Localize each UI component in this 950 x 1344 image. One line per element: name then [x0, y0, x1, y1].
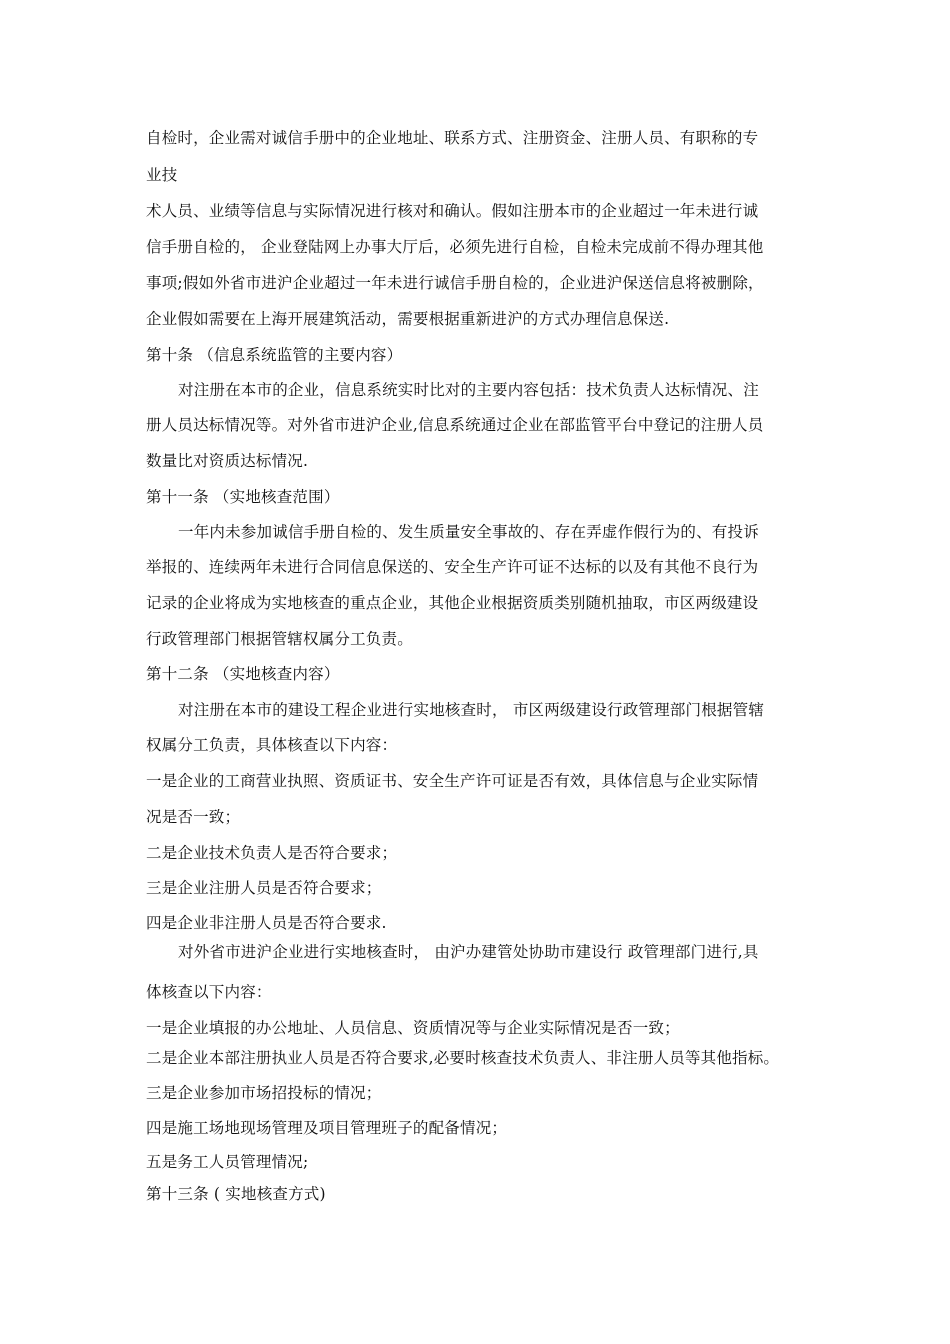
list-item: 三是企业注册人员是否符合要求；: [146, 879, 382, 897]
section-heading: 第十三条 ( 实地核查方式): [146, 1185, 326, 1203]
section-heading: 第十二条 （实地核查内容）: [146, 665, 340, 683]
list-item: 三是企业参加市场招投标的情况；: [146, 1084, 382, 1102]
paragraph-line: 自检时，企业需对诚信手册中的企业地址、联系方式、注册资金、注册人员、有职称的专: [146, 129, 759, 147]
paragraph-line: 企业假如需要在上海开展建筑活动，需要根据重新进沪的方式办理信息保送.: [146, 310, 670, 328]
paragraph-line: 体核查以下内容：: [146, 983, 272, 1001]
paragraph-line: 册人员达标情况等。对外省市进沪企业,信息系统通过企业在部监管平台中登记的注册人员: [146, 416, 764, 434]
list-item: 四是企业非注册人员是否符合要求.: [146, 914, 387, 932]
list-item: 四是施工场地现场管理及项目管理班子的配备情况；: [146, 1119, 508, 1137]
list-item-continuation: 况是否一致；: [146, 808, 241, 826]
paragraph-line: 行政管理部门根据管辖权属分工负责。: [146, 630, 413, 648]
paragraph-line: 权属分工负责，具体核查以下内容：: [146, 736, 398, 754]
paragraph-line: 业技: [146, 166, 178, 184]
list-item: 二是企业本部注册执业人员是否符合要求,必要时核查技术负责人、非注册人员等其他指标。: [146, 1049, 780, 1067]
paragraph-line: 记录的企业将成为实地核查的重点企业，其他企业根据资质类别随机抽取，市区两级建设: [146, 594, 759, 612]
paragraph-line: 术人员、业绩等信息与实际情况进行核对和确认。假如注册本市的企业超过一年未进行诚: [146, 202, 759, 220]
section-heading: 第十一条 （实地核查范围）: [146, 488, 340, 506]
paragraph-line: 信手册自检的， 企业登陆网上办事大厅后，必须先进行自检，自检未完成前不得办理其他: [146, 238, 764, 256]
paragraph-line: 数量比对资质达标情况.: [146, 452, 309, 470]
list-item: 一是企业的工商营业执照、资质证书、安全生产许可证是否有效，具体信息与企业实际情: [146, 772, 759, 790]
section-heading: 第十条 （信息系统监管的主要内容）: [146, 346, 403, 364]
paragraph-line: 对注册在本市的企业，信息系统实时比对的主要内容包括：技术负责人达标情况、注: [178, 381, 759, 399]
list-item: 五是务工人员管理情况;: [146, 1153, 309, 1171]
paragraph-line: 事项;假如外省市进沪企业超过一年未进行诚信手册自检的，企业进沪保送信息将被删除，: [146, 274, 764, 292]
list-item: 二是企业技术负责人是否符合要求；: [146, 844, 398, 862]
paragraph-line: 对外省市进沪企业进行实地核查时， 由沪办建管处协助市建设行 政管理部门进行,具: [178, 943, 759, 961]
paragraph-line: 一年内未参加诚信手册自检的、发生质量安全事故的、存在弄虚作假行为的、有投诉: [178, 523, 759, 541]
paragraph-line: 举报的、连续两年未进行合同信息保送的、安全生产许可证不达标的以及有其他不良行为: [146, 558, 759, 576]
paragraph-line: 对注册在本市的建设工程企业进行实地核查时， 市区两级建设行政管理部门根据管辖: [178, 701, 765, 719]
list-item: 一是企业填报的办公地址、人员信息、资质情况等与企业实际情况是否一致；: [146, 1019, 680, 1037]
